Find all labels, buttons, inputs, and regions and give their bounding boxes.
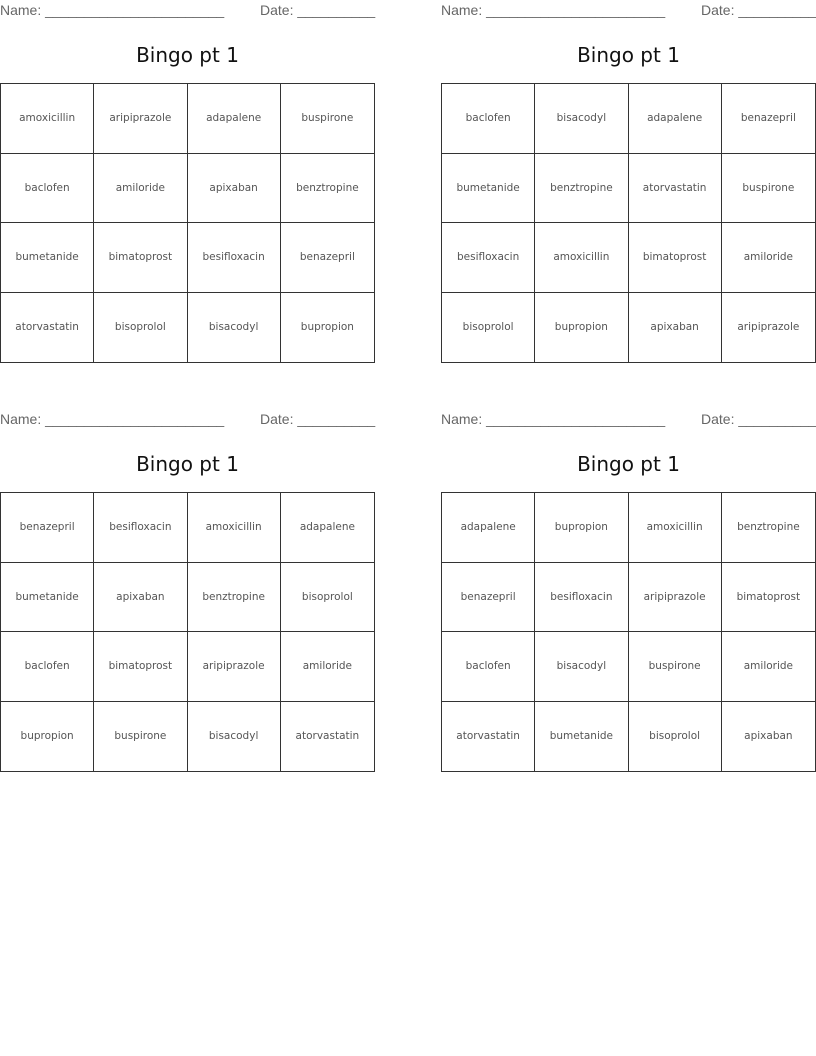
card-header-fields	[0, 411, 375, 429]
bingo-cell: benztropine	[722, 493, 815, 563]
bingo-cell: apixaban	[188, 154, 281, 224]
bingo-grid	[441, 83, 816, 363]
bingo-cell: bumetanide	[535, 702, 628, 772]
bingo-cell: bisoprolol	[629, 702, 722, 772]
bingo-grid	[441, 492, 816, 772]
bingo-cell: amiloride	[722, 223, 815, 293]
bingo-cell: adapalene	[188, 84, 281, 154]
bingo-grid	[0, 83, 375, 363]
bingo-cell: bupropion	[1, 702, 94, 772]
bingo-cell: bisoprolol	[281, 563, 374, 633]
bingo-cell: amoxicillin	[535, 223, 628, 293]
name-field: Name: _______________________	[0, 411, 225, 427]
bingo-cell: bimatoprost	[629, 223, 722, 293]
bingo-cell: buspirone	[281, 84, 374, 154]
bingo-cell: aripiprazole	[188, 632, 281, 702]
bingo-cell: baclofen	[1, 154, 94, 224]
bingo-cell: benazepril	[1, 493, 94, 563]
bingo-cell: bupropion	[535, 293, 628, 363]
card-header-fields	[0, 2, 375, 20]
card-title: Bingo pt 1	[136, 43, 239, 67]
bingo-cell: buspirone	[94, 702, 187, 772]
bingo-cell: besifloxacin	[188, 223, 281, 293]
bingo-cell: apixaban	[94, 563, 187, 633]
bingo-cell: bimatoprost	[94, 632, 187, 702]
bingo-cell: aripiprazole	[737, 321, 800, 334]
bingo-cell: adapalene	[442, 493, 535, 563]
date-field: Date: __________	[701, 411, 816, 427]
card-header-fields	[441, 411, 816, 429]
bingo-cell: amoxicillin	[188, 493, 281, 563]
bingo-card	[0, 409, 375, 774]
bingo-cell: bimatoprost	[94, 223, 187, 293]
bingo-cell: benazepril	[442, 563, 535, 633]
bingo-cell: benazepril	[722, 84, 815, 154]
bingo-cell: baclofen	[442, 84, 535, 154]
bingo-cell: benztropine	[535, 154, 628, 224]
bingo-cell: bisacodyl	[188, 702, 281, 772]
bingo-cell: bumetanide	[1, 223, 94, 293]
bingo-cell: aripiprazole	[94, 84, 187, 154]
card-title: Bingo pt 1	[577, 452, 680, 476]
bingo-cell: bisoprolol	[442, 293, 535, 363]
bingo-card	[0, 0, 375, 365]
bingo-cell: bupropion	[300, 321, 354, 334]
bingo-cell: baclofen	[442, 632, 535, 702]
name-field: Name: _______________________	[441, 411, 666, 427]
bingo-cell: amiloride	[281, 632, 374, 702]
bingo-cell: besifloxacin	[442, 223, 535, 293]
bingo-cell: bumetanide	[1, 563, 94, 633]
bingo-cell: adapalene	[281, 493, 374, 563]
bingo-cell: atorvastatin	[629, 154, 722, 224]
bingo-cell: benazepril	[281, 223, 374, 293]
date-field: Date: __________	[260, 2, 376, 18]
bingo-cell: bisacodyl	[535, 632, 628, 702]
bingo-cell: atorvastatin	[295, 730, 360, 743]
name-field: Name: _______________________	[0, 2, 225, 18]
bingo-cell: benztropine	[188, 563, 281, 633]
card-title: Bingo pt 1	[136, 452, 239, 476]
date-field: Date: __________	[701, 2, 816, 18]
bingo-cell: adapalene	[629, 84, 722, 154]
bingo-cell: bisacodyl	[188, 293, 281, 363]
bingo-cell: aripiprazole	[629, 563, 722, 633]
bingo-cell: buspirone	[722, 154, 815, 224]
date-field: Date: __________	[260, 411, 376, 427]
bingo-cell: amiloride	[94, 154, 187, 224]
card-header-fields	[441, 2, 816, 20]
bingo-cell: amiloride	[722, 632, 815, 702]
bingo-grid	[0, 492, 375, 772]
bingo-cell: buspirone	[629, 632, 722, 702]
card-title: Bingo pt 1	[577, 43, 680, 67]
bingo-cell: baclofen	[1, 632, 94, 702]
bingo-cell: bupropion	[535, 493, 628, 563]
bingo-cell: besifloxacin	[535, 563, 628, 633]
bingo-cell: bimatoprost	[722, 563, 815, 633]
bingo-cell: benztropine	[281, 154, 374, 224]
bingo-cell: bisacodyl	[535, 84, 628, 154]
bingo-cell: bisoprolol	[94, 293, 187, 363]
bingo-cell: atorvastatin	[1, 293, 94, 363]
bingo-cell: besifloxacin	[94, 493, 187, 563]
bingo-cell: bumetanide	[442, 154, 535, 224]
bingo-card	[441, 409, 816, 774]
bingo-cell: apixaban	[629, 293, 722, 363]
bingo-cell: amoxicillin	[629, 493, 722, 563]
bingo-cell: apixaban	[744, 730, 793, 743]
bingo-card	[441, 0, 816, 365]
name-field: Name: _______________________	[441, 2, 666, 18]
bingo-cell: amoxicillin	[1, 84, 94, 154]
bingo-cell: atorvastatin	[442, 702, 535, 772]
